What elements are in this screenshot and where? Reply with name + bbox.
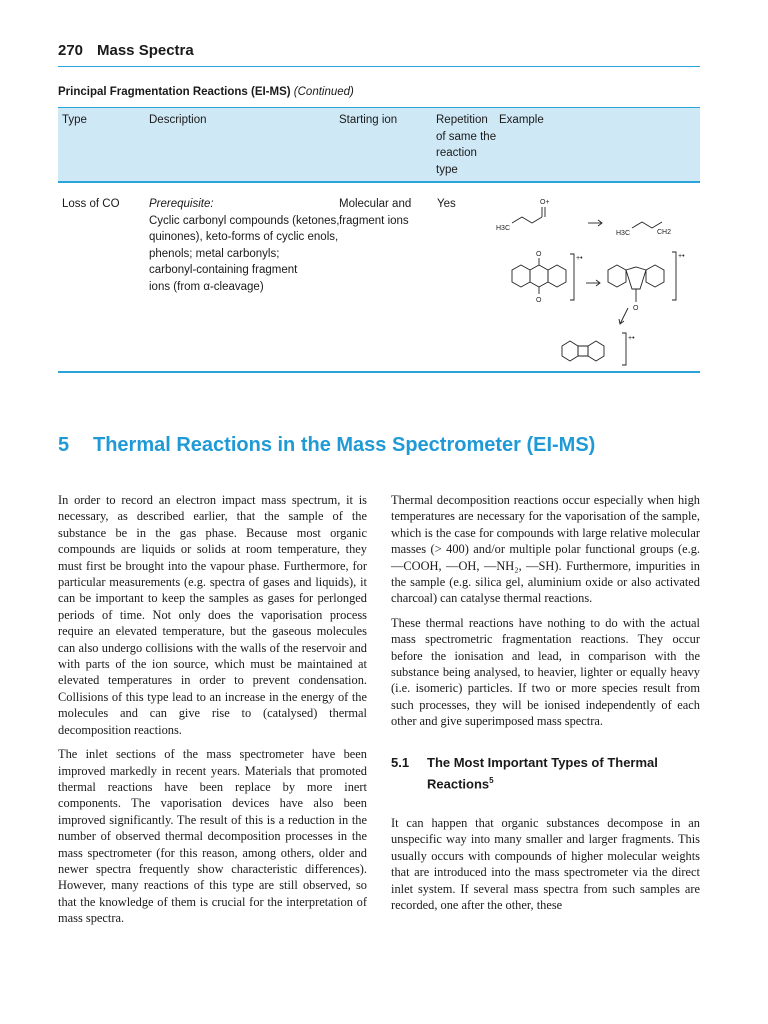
section-title: Thermal Reactions in the Mass Spectrometer (EI-MS) — [93, 434, 596, 456]
cell-description: Prerequisite: Cyclic carbonyl compounds (ketones, quinones), keto-forms of cyclic enols, phenols; metal carbonyls; carbonyl-containing fragment ions (from α-cleavage) — [149, 198, 340, 293]
subsection-number: 5.1 — [391, 754, 410, 770]
paragraph: These thermal reactions have nothing to do with the actual mass spectrometric fragmentation reactions. They occur before the ionisation and lead, in comparison with the substance being analysed, to heavier, lighter or equally heavy (i.e. isomeric) particles. If two or more species result from such processes, they will be ionised independently of each other and give superimposed mass spectra. — [391, 615, 700, 729]
header-starting-ion: Starting ion — [339, 114, 398, 126]
right-column — [391, 492, 700, 921]
subsection-title: The Most Important Types of Thermal Reactions — [427, 754, 658, 792]
h3c-label-reactant: H3C — [496, 225, 511, 232]
left-column — [58, 492, 367, 935]
running-title: Mass Spectra — [97, 42, 194, 59]
reaction-scheme — [490, 190, 710, 370]
paragraph: The inlet sections of the mass spectrometer have been improved markedly in recent years. Materials that promoted thermal reactions have been replace by more inert components. The vaporisation devices have also been improved significantly. The result of this is a reduction in the number of observed thermal decomposition processes in the mass spectrometer (for this reason, among others, older and newer spectra frequently show characteristic differences). However, many reactions of this type are still observed, so that the knowledge of them is crucial for the interpretation of mass spectra. — [58, 747, 367, 926]
cell-starting-ion: Molecular and fragment ions — [339, 198, 412, 227]
page-number: 270 — [58, 42, 84, 59]
subsection-heading — [391, 754, 700, 793]
section-heading — [58, 434, 595, 457]
footnote-marker: 5 — [489, 775, 494, 785]
table-caption-note: (Continued) — [293, 86, 354, 98]
section-number: 5 — [58, 434, 70, 456]
oxygen-label-bottom: O — [536, 297, 542, 304]
radical-cation-mark-2: +• — [678, 253, 685, 260]
paragraph: Thermal decomposition reactions occur especially when high temperatures are necessary for the vaporisation of the sample, which is the case for compounds with large relative molecular masses (> 400) and/or multiple polar functional groups (e.g. —COOH, —OH, —NH₂, —SH). Furthermore, impurities in the sample (e.g. silica gel, aluminium oxide or also activated charcoal) can catalyse thermal reactions. — [391, 493, 700, 606]
ch2-label: CH2 — [657, 229, 672, 236]
oxygen-label-fluorenone: O — [633, 305, 639, 312]
table-header-rule — [58, 181, 700, 183]
header-example: Example — [499, 114, 544, 126]
table-header — [58, 108, 700, 181]
table-caption: Principal Fragmentation Reactions (EI-MS) (Continued) — [58, 86, 354, 98]
oxygen-label-top: O — [536, 251, 542, 258]
header-repetition: Repetition of same the reaction type — [436, 114, 497, 176]
paragraph: It can happen that organic substances decompose in an unspecific way into many smaller and larger fragments. This usually occurs with compounds of higher molecular weights that are introduced into the mass spectrometer via the direct inlet system. If several mass spectra from such samples are recorded, one after the other, these — [391, 816, 700, 913]
h3c-label-product: H3C — [616, 230, 631, 237]
cell-repetition: Yes — [437, 198, 456, 210]
header-rule — [58, 66, 700, 67]
oxonium-label: O+ — [540, 199, 550, 206]
running-header — [58, 42, 700, 66]
radical-cation-mark-1: +• — [576, 255, 583, 262]
cell-type: Loss of CO — [62, 198, 120, 210]
table-bottom-rule — [58, 371, 700, 373]
header-description: Description — [149, 114, 207, 126]
radical-cation-mark-3: +• — [628, 335, 635, 342]
paragraph: In order to record an electron impact mass spectrum, it is necessary, as described earlier, that the sample of the substance be in the gas phase. Because most organic compounds are liquids or solids at room temperature, they must first be brought into the vapour phase. Furthermore, for particular measurements (e.g. spectra of gases and liquids), it can be important to keep the samples as gases for perlonged periods of time. Not only does the vaporisation process require an elevated temperature, but the gaseous molecules can also undergo collisions with the walls of the reservoir and with parts of the ion source, which must be maintained at elevated temperatures in order to prevent condensation. Collisions of this type lead to an increase in the energy of the molecules and can give rise to (catalysed) thermal decomposition reactions. — [58, 493, 367, 737]
header-type: Type — [62, 114, 87, 126]
